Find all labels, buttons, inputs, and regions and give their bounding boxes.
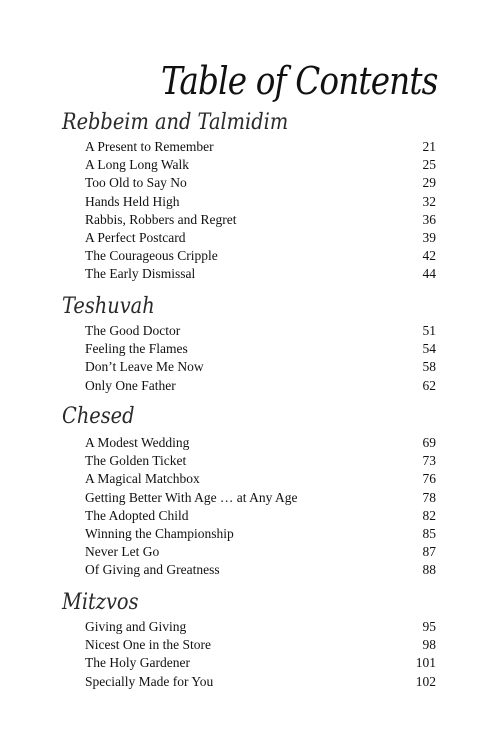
entry-title: Of Giving and Greatness [85, 562, 220, 578]
entry-title: A Magical Matchbox [85, 471, 200, 487]
toc-entry[interactable] [85, 673, 436, 691]
toc-entry[interactable] [85, 525, 436, 543]
toc-entry[interactable] [85, 211, 436, 229]
toc-entry[interactable] [85, 247, 436, 265]
section-heading: Chesed [62, 404, 135, 429]
entry-title: The Golden Ticket [85, 453, 187, 469]
entry-title: A Present to Remember [85, 139, 214, 154]
toc-entry[interactable] [85, 377, 436, 395]
toc-entry[interactable] [85, 470, 436, 488]
section-heading: Teshuvah [62, 294, 155, 319]
entry-page-number: 42 [422, 248, 436, 264]
toc-entry[interactable] [85, 174, 436, 192]
entry-title: Winning the Championship [85, 526, 234, 541]
entry-page-number: 25 [422, 157, 436, 173]
entry-page-number: 29 [422, 175, 436, 191]
toc-entry[interactable] [85, 618, 436, 636]
page-title: Table of Contents [161, 59, 438, 103]
entry-page-number: 21 [422, 139, 436, 154]
entry-page-number: 98 [422, 637, 436, 653]
entry-title: Rabbis, Robbers and Regret [85, 211, 237, 227]
entry-page-number: 39 [422, 230, 436, 245]
entry-page-number: 44 [422, 266, 436, 282]
entry-page-number: 82 [422, 507, 436, 523]
toc-entry[interactable] [85, 561, 436, 579]
toc-entry[interactable] [85, 654, 436, 672]
entry-title: A Long Long Walk [85, 157, 190, 173]
toc-entry[interactable] [85, 229, 436, 247]
section-heading: Mitzvos [62, 590, 139, 615]
entry-title: The Adopted Child [85, 507, 189, 523]
entry-title: Feeling the Flames [85, 341, 188, 357]
entry-page-number: 51 [422, 323, 436, 338]
entry-title: Getting Better With Age … at Any Age [85, 489, 298, 505]
entry-title: Specially Made for You [85, 673, 214, 689]
toc-entry[interactable] [85, 489, 436, 507]
toc-entry[interactable] [85, 340, 436, 358]
entry-title: Too Old to Say No [85, 175, 187, 191]
toc-entry[interactable] [85, 636, 436, 654]
toc-entry[interactable] [85, 138, 436, 156]
entry-title: Hands Held High [85, 193, 180, 209]
section-heading: Rebbeim and Talmidim [62, 110, 289, 135]
toc-entry[interactable] [85, 452, 436, 470]
entry-title: Giving and Giving [85, 619, 187, 634]
entry-title: The Early Dismissal [85, 266, 196, 282]
entry-title: The Holy Gardener [85, 655, 190, 671]
entry-page-number: 102 [415, 673, 436, 689]
entry-page-number: 32 [422, 193, 436, 209]
toc-entry[interactable] [85, 265, 436, 283]
toc-entry[interactable] [85, 434, 436, 452]
toc-entry[interactable] [85, 193, 436, 211]
entry-title: A Perfect Postcard [85, 230, 186, 245]
entry-page-number: 87 [422, 544, 436, 560]
entry-page-number: 76 [422, 471, 436, 487]
toc-entry[interactable] [85, 322, 436, 340]
entry-title: Nicest One in the Store [85, 637, 211, 653]
entry-title: Don’t Leave Me Now [85, 359, 204, 375]
toc-entry[interactable] [85, 156, 436, 174]
entry-page-number: 54 [422, 341, 436, 357]
entry-page-number: 85 [422, 526, 436, 541]
entry-page-number: 69 [422, 435, 436, 450]
entry-title: A Modest Wedding [85, 435, 190, 450]
entry-page-number: 58 [422, 359, 436, 375]
entry-title: The Good Doctor [85, 323, 181, 338]
toc-entry[interactable] [85, 507, 436, 525]
toc-entry[interactable] [85, 543, 436, 561]
entry-page-number: 62 [422, 377, 436, 393]
entry-page-number: 101 [415, 655, 436, 671]
toc-entry[interactable] [85, 358, 436, 376]
entry-page-number: 73 [422, 453, 436, 469]
entry-page-number: 88 [422, 562, 436, 578]
entry-page-number: 95 [422, 619, 436, 634]
entry-title: Only One Father [85, 377, 176, 393]
entry-page-number: 36 [422, 211, 436, 227]
entry-page-number: 78 [422, 489, 436, 505]
entry-title: Never Let Go [85, 544, 160, 560]
entry-title: The Courageous Cripple [85, 248, 218, 264]
